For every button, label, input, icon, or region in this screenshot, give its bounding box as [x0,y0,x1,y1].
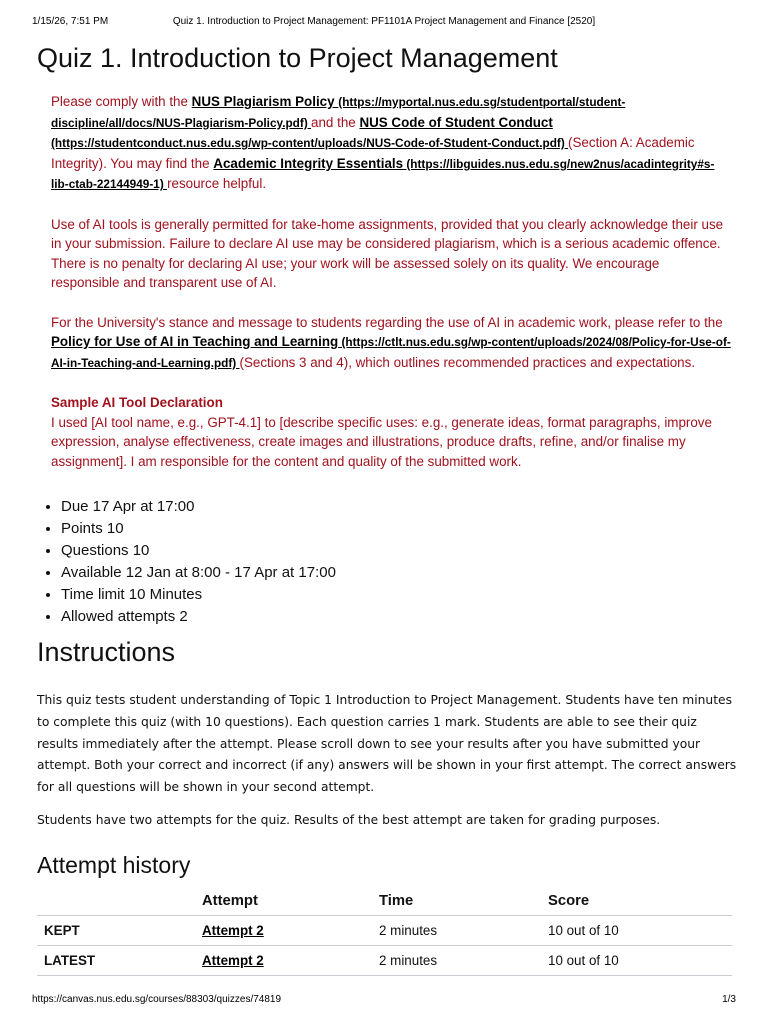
notice-text: (Section A: Academic Integrity). You may find the [51,135,695,171]
allowed-attempts: • Allowed attempts 2 [61,606,336,628]
print-document-title: Quiz 1. Introduction to Project Management: PF1101A Project Management and Finance [2520] [172,16,596,27]
link-url: (https://myportal.nus.edu.sg/studentportal/student-discipline/all/docs/NUS-Plagiarism-Policy.pdf) [51,95,626,130]
attempt-time: 2 minutes [379,916,548,946]
notice-text: resource helpful. [167,176,267,192]
ai-use-paragraph: Use of AI tools is generally permitted for take-home assignments, provided that you clearly acknowledge their use in your submission. Failure to declare AI use may be considered plagiarism, which is a serious academic offence. There is no penalty for declaring AI use; your work will be assessed solely on its quality. We encourage responsible and transparent use of AI. [51,216,724,291]
quiz-details-list [37,496,336,628]
ai-declaration-body: I used [AI tool name, e.g., GPT-4.1] to [describe specific uses: e.g., generate ideas, format paragraphs, improve expression, analyse effectiveness, create images and illustrations, produce drafts, refine, and/or finalise my assignment]. I am responsible for the content and quality of the submitted work. [51,414,712,469]
link-name: Academic Integrity Essentials [213,155,404,171]
ai-declaration-block [51,393,731,471]
link-url: (https://libguides.nus.edu.sg/new2nus/acadintegrity#s-lib-ctab-22144949-1) [51,156,715,192]
table-header-row [37,888,732,916]
notice-text: Please comply with the [51,94,192,109]
column-header: Score [548,888,732,916]
question-count: • Questions 10 [61,540,336,562]
availability: • Available 12 Jan at 8:00 - 17 Apr at 17:00 [61,562,336,584]
attempt-status-label: LATEST [37,946,202,976]
instructions-paragraph: Students have two attempts for the quiz. Results of the best attempt are taken for grading purposes. [37,813,661,828]
table-row [37,916,732,946]
print-datetime: 1/15/26, 7:51 PM [32,16,109,27]
ai-declaration-title: Sample AI Tool Declaration [51,394,223,410]
instructions-body [37,690,737,844]
notice-text: and the [311,114,360,130]
plagiarism-paragraph [51,92,731,195]
page-title: Quiz 1. Introduction to Project Management [37,43,558,73]
link-name: Policy for Use of AI in Teaching and Learning [51,334,339,350]
column-header: Attempt [202,888,379,916]
instructions-heading: Instructions [37,637,176,667]
attempt-link[interactable]: Attempt 2 [202,953,264,968]
table-row [37,946,732,976]
column-header [37,888,202,916]
notice-text: (Sections 3 and 4), which outlines recommended practices and expectations. [239,354,696,370]
attempt-history-heading: Attempt history [37,852,191,878]
attempt-link[interactable]: Attempt 2 [202,923,264,938]
instructions-paragraph: This quiz tests student understanding of Topic 1 Introduction to Project Management. Students have ten minutes to complete this quiz (with 10 questions). Each question carries 1 mark. Students are able to see their quiz results immediately after the attempt. Please scroll down to see your results after you have submitted your attempt. Both your correct and incorrect (if any) answers will be shown in your first attempt. The correct answers for all questions will be shown in your second attempt. [37,693,737,795]
academic-integrity-notice [51,92,731,491]
attempt-time: 2 minutes [379,946,548,976]
column-header: Time [379,888,548,916]
points: • Points 10 [61,518,336,540]
attempt-score: 10 out of 10 [548,916,732,946]
link-name: NUS Plagiarism Policy [191,94,339,109]
attempt-history-table [37,888,732,976]
attempt-status-label: KEPT [37,916,202,946]
attempt-score: 10 out of 10 [548,946,732,976]
print-footer [32,994,736,1008]
time-limit: • Time limit 10 Minutes [61,584,336,606]
ai-policy-paragraph [51,313,731,374]
page-url: https://canvas.nus.edu.sg/courses/88303/quizzes/74819 [32,994,282,1005]
link-name: NUS Code of Student Conduct [359,114,553,130]
notice-text: For the University's stance and message to students regarding the use of AI in academic work, please refer to the [51,314,723,330]
page-number: 1/3 [722,994,736,1005]
print-header [32,16,736,30]
link-url: (https://ctlt.nus.edu.sg/wp-content/uploads/2024/08/Policy-for-Use-of-AI-in-Teaching-and-Learning.pdf) [51,335,731,370]
link-url: (https://studentconduct.nus.edu.sg/wp-content/uploads/NUS-Code-of-Student-Conduct.pdf) [51,136,569,151]
due-date: • Due 17 Apr at 17:00 [61,496,336,518]
